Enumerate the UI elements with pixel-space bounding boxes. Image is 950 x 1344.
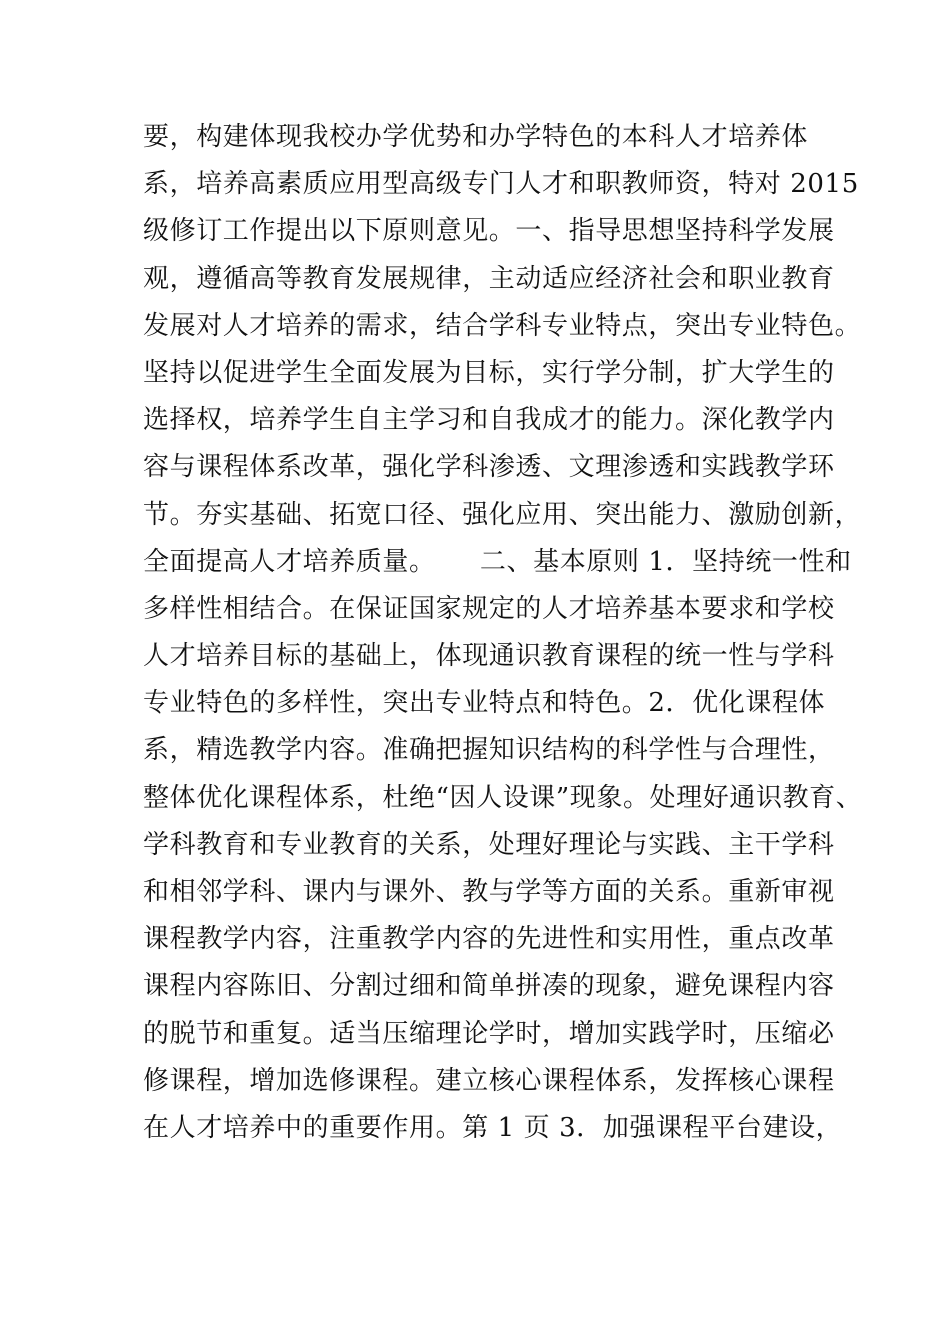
text-line: 多样性相结合。在保证国家规定的人才培养基本要求和学校	[143, 593, 835, 624]
text-line: 容与课程体系改革，强化学科渗透、文理渗透和实践教学环	[143, 452, 835, 483]
text-line: 全面提高人才培养质量。 二、基本原则 1．坚持统一性和	[143, 546, 852, 577]
text-line: 在人才培养中的重要作用。第 1 页 3．加强课程平台建设，	[143, 1112, 843, 1143]
text-line: 系，培养高素质应用型高级专门人才和职教师资，特对 2015	[143, 169, 859, 200]
text-line: 要，构建体现我校办学优势和办学特色的本科人才培养体	[143, 122, 809, 152]
text-line: 节。夯实基础、拓宽口径、强化应用、突出能力、激励创新，	[143, 499, 862, 530]
text-line: 坚持以促进学生全面发展为目标，实行学分制，扩大学生的	[143, 357, 835, 388]
text-line: 和相邻学科、课内与课外、教与学等方面的关系。重新审视	[143, 877, 835, 907]
text-line: 学科教育和专业教育的关系，处理好理论与实践、主干学科	[143, 829, 835, 860]
text-line: 整体优化课程体系，杜绝“因人设课”现象。处理好通识教育、	[143, 782, 863, 813]
text-line: 人才培养目标的基础上，体现通识教育课程的统一性与学科	[143, 641, 835, 672]
body-text	[143, 114, 863, 1152]
text-line: 课程教学内容，注重教学内容的先进性和实用性，重点改革	[143, 924, 835, 955]
text-line: 级修订工作提出以下原则意见。一、指导思想坚持科学发展	[143, 216, 835, 247]
text-line: 的脱节和重复。适当压缩理论学时，增加实践学时，压缩必	[143, 1018, 835, 1049]
text-line: 课程内容陈旧、分割过细和简单拼凑的现象，避免课程内容	[143, 971, 835, 1002]
text-line: 专业特色的多样性，突出专业特点和特色。2．优化课程体	[143, 688, 826, 719]
text-line: 系，精选教学内容。准确把握知识结构的科学性与合理性，	[143, 735, 835, 766]
text-line: 观，遵循高等教育发展规律，主动适应经济社会和职业教育	[143, 263, 835, 294]
text-line: 发展对人才培养的需求，结合学科专业特点，突出专业特色。	[143, 310, 862, 341]
text-line: 修课程，增加选修课程。建立核心课程体系，发挥核心课程	[143, 1065, 835, 1096]
text-line: 选择权，培养学生自主学习和自我成才的能力。深化教学内	[143, 405, 835, 436]
